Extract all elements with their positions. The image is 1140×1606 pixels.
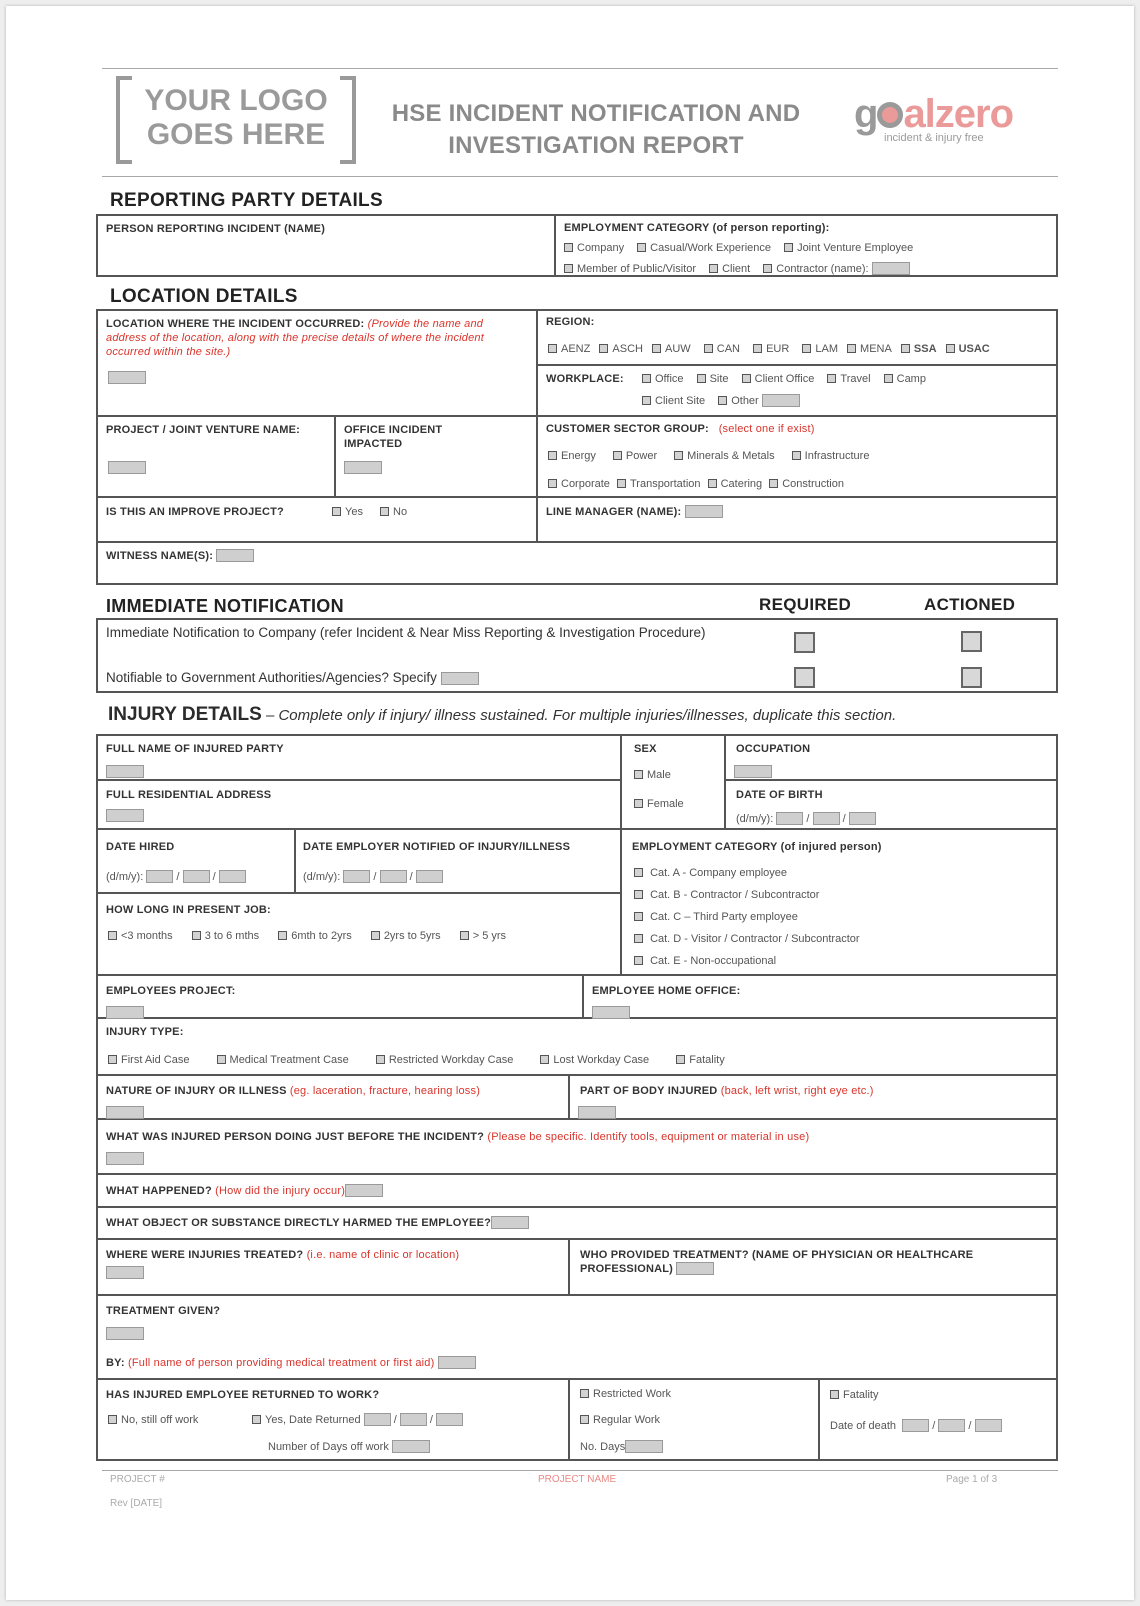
emp-cat-b[interactable]: Cat. B - Contractor / Subcontractor (634, 888, 819, 902)
workplace-row1 (642, 372, 926, 386)
sector-infrastructure[interactable]: Infrastructure (792, 450, 870, 462)
workplace-client-site[interactable]: Client Site (642, 395, 705, 407)
employees-project-label: EMPLOYEES PROJECT: (106, 985, 236, 997)
injured-emp-cat-label: EMPLOYMENT CATEGORY (of injured person) (632, 841, 882, 853)
checkbox[interactable] (676, 1055, 685, 1064)
sector-energy[interactable]: Energy (548, 450, 596, 462)
authorities-field[interactable] (441, 672, 479, 685)
divider (96, 1294, 1058, 1296)
body-part-field[interactable] (578, 1106, 616, 1119)
nature-field[interactable] (106, 1106, 144, 1119)
divider (724, 734, 726, 828)
divider (96, 1118, 1058, 1120)
occupation-field-wrap (734, 762, 772, 780)
type-medical[interactable]: Medical Treatment Case (217, 1054, 349, 1066)
sector-minerals[interactable]: Minerals & Metals (674, 450, 774, 462)
who-treated-field[interactable] (676, 1262, 714, 1275)
checkbox[interactable] (718, 396, 727, 405)
doing-hint: (Please be specific. Identify tools, equipment or material in use) (487, 1131, 810, 1143)
checkbox[interactable] (108, 931, 117, 940)
checkbox[interactable] (642, 374, 651, 383)
checkbox[interactable] (380, 507, 389, 516)
project-jv-field[interactable] (108, 461, 146, 474)
checkbox[interactable] (784, 243, 793, 252)
type-restricted[interactable]: Restricted Workday Case (376, 1054, 514, 1066)
option-company[interactable]: Company (564, 242, 624, 254)
checkbox[interactable] (634, 890, 643, 899)
region-eur[interactable]: EUR (753, 343, 789, 355)
fatality-option[interactable]: Fatality (830, 1388, 878, 1402)
returned-yes[interactable]: Yes, Date Returned / / (252, 1413, 463, 1427)
body-part-hint: (back, left wrist, right eye etc.) (720, 1085, 874, 1097)
checkbox[interactable] (540, 1055, 549, 1064)
section-title-reporting: REPORTING PARTY DETAILS (110, 190, 383, 211)
goalzero-logo-g: g (854, 92, 878, 136)
workplace-other-field[interactable] (762, 394, 800, 407)
home-office-field[interactable] (592, 1006, 630, 1019)
checkbox[interactable] (580, 1389, 589, 1398)
divider (96, 1173, 1058, 1175)
body-part-label: PART OF BODY INJURED (back, left wrist, right eye etc.) (580, 1085, 874, 1097)
improve-no[interactable]: No (380, 506, 407, 518)
dob-month[interactable] (813, 812, 840, 825)
region-usac[interactable]: USAC (946, 343, 990, 355)
footer-revision: Rev [DATE] (110, 1498, 163, 1509)
divider (96, 541, 1058, 543)
checkbox[interactable] (742, 374, 751, 383)
checkbox[interactable] (709, 264, 718, 273)
days-off-field[interactable] (392, 1440, 430, 1453)
checkbox[interactable] (763, 264, 772, 273)
region-lam[interactable]: LAM (802, 343, 838, 355)
by-label: BY: (Full name of person providing medical treatment or first aid) (106, 1356, 476, 1370)
divider (96, 1017, 1058, 1019)
checkbox[interactable] (548, 479, 557, 488)
divider (568, 1238, 570, 1294)
workplace-label: WORKPLACE: (546, 373, 624, 385)
location-hint: (Provide the name and address of the location, along with the precise details of where the incident occurred within the site.) (106, 318, 485, 358)
divider (96, 1074, 1058, 1076)
immediate-row1-text: Immediate Notification to Company (refer Incident & Near Miss Reporting & Investigation Procedure) (106, 625, 706, 640)
how-long-lt3m[interactable]: <3 months (108, 930, 173, 942)
dob-day[interactable] (776, 812, 803, 825)
employees-project-field[interactable] (106, 1006, 144, 1019)
nature-field-wrap (106, 1103, 144, 1121)
sector-hint: (select one if exist) (718, 423, 815, 435)
region-ssa[interactable]: SSA (901, 343, 937, 355)
emp-cat-row2 (564, 262, 910, 276)
treatment-field-wrap (106, 1324, 144, 1342)
notified-month[interactable] (380, 870, 407, 883)
object-label: WHAT OBJECT OR SUBSTANCE DIRECTLY HARMED THE EMPLOYEE? (106, 1216, 529, 1230)
logo-bracket-left (116, 76, 132, 164)
checkbox[interactable] (580, 1415, 589, 1424)
region-label: REGION: (546, 316, 595, 328)
death-year[interactable] (975, 1419, 1002, 1432)
logo-text-line2: GOES HERE (146, 118, 326, 151)
injured-name-field[interactable] (106, 765, 144, 778)
returned-no[interactable]: No, still off work (108, 1413, 198, 1427)
what-happened-label: WHAT HAPPENED? (How did the injury occur) (106, 1184, 383, 1198)
improve-yes[interactable]: Yes (332, 506, 363, 518)
how-long-gt5[interactable]: > 5 yrs (460, 930, 506, 942)
sector-row2 (548, 477, 844, 491)
person-reporting-label: PERSON REPORTING INCIDENT (NAME) (106, 223, 326, 235)
checkbox[interactable] (708, 479, 717, 488)
checkbox[interactable] (704, 344, 713, 353)
employees-project-field-wrap (106, 1003, 144, 1021)
doing-label: WHAT WAS INJURED PERSON DOING JUST BEFORE THE INCIDENT? (Please be specific. Identify tools, equipment or material in use) (106, 1131, 810, 1143)
checkbox[interactable] (884, 374, 893, 383)
notified-year[interactable] (416, 870, 443, 883)
location-occurred-label: LOCATION WHERE THE INCIDENT OCCURRED: (Provide the name and address of the location, along with the precise details of where the incident occurred within the site.) (106, 318, 485, 358)
line-manager-label: LINE MANAGER (NAME): (546, 505, 723, 519)
footer-rule (102, 1470, 1058, 1471)
how-long-3to6[interactable]: 3 to 6 mths (192, 930, 259, 942)
divider (96, 828, 1058, 830)
type-first-aid[interactable]: First Aid Case (108, 1054, 189, 1066)
form-title-line2: INVESTIGATION REPORT (448, 132, 744, 159)
divider (724, 779, 1058, 781)
divider (568, 1074, 570, 1118)
section-title-immediate: IMMEDIATE NOTIFICATION (106, 596, 344, 616)
checkbox[interactable] (827, 374, 836, 383)
sex-label: SEX (634, 743, 657, 755)
occupation-field[interactable] (734, 765, 772, 778)
checkbox[interactable] (946, 344, 955, 353)
location-field[interactable] (108, 371, 146, 384)
immediate-row2-text: Notifiable to Government Authorities/Agencies? Specify (106, 669, 479, 686)
section-title-injury: INJURY DETAILS – Complete only if injury/ illness sustained. For multiple injuries/illnesses, duplicate this section. (108, 704, 897, 725)
checkbox[interactable] (830, 1390, 839, 1399)
body-part-field-wrap (578, 1103, 616, 1121)
what-happened-field[interactable] (345, 1184, 383, 1197)
divider (536, 309, 538, 542)
header-bottom-rule (102, 176, 1058, 177)
type-lost-workday[interactable]: Lost Workday Case (540, 1054, 649, 1066)
divider (96, 1378, 1058, 1380)
goalzero-ball-icon (877, 102, 903, 128)
office-field-wrap (344, 458, 382, 476)
sex-female[interactable]: Female (634, 797, 684, 811)
sector-construction[interactable]: Construction (769, 478, 844, 490)
employee-home-office-label: EMPLOYEE HOME OFFICE: (592, 985, 741, 997)
improve-project-options (332, 505, 407, 519)
death-month[interactable] (938, 1419, 965, 1432)
checkbox[interactable] (753, 344, 762, 353)
checkbox[interactable] (637, 243, 646, 252)
hired-day[interactable] (146, 870, 173, 883)
footer-page: Page 1 of 3 (946, 1474, 998, 1485)
returned-month[interactable] (400, 1413, 427, 1426)
region-can[interactable]: CAN (704, 343, 740, 355)
required-checkbox-1[interactable] (794, 632, 815, 653)
checkbox[interactable] (376, 1055, 385, 1064)
notified-day[interactable] (343, 870, 370, 883)
divider (536, 364, 1058, 366)
checkbox[interactable] (564, 243, 573, 252)
actioned-checkbox-1[interactable] (961, 631, 982, 652)
divider (96, 892, 621, 894)
injury-type-label: INJURY TYPE: (106, 1026, 184, 1038)
emp-cat-row1 (564, 241, 923, 255)
checkbox[interactable] (217, 1055, 226, 1064)
workplace-row2 (642, 394, 800, 408)
address-label: FULL RESIDENTIAL ADDRESS (106, 789, 272, 801)
divider (96, 496, 1058, 498)
checkbox[interactable] (460, 931, 469, 940)
option-contractor[interactable]: Contractor (name): (763, 263, 909, 275)
project-jv-label: PROJECT / JOINT VENTURE NAME: (106, 424, 301, 436)
who-treated-label: WHO PROVIDED TREATMENT? (NAME OF PHYSICIAN OR HEALTHCARE PROFESSIONAL) (580, 1249, 974, 1275)
how-long-6mto2y[interactable]: 6mth to 2yrs (278, 930, 352, 942)
region-asch[interactable]: ASCH (599, 343, 643, 355)
logo-bracket-right (340, 76, 356, 164)
emp-cat-c[interactable]: Cat. C – Third Party employee (634, 910, 798, 924)
death-day[interactable] (902, 1419, 929, 1432)
option-client[interactable]: Client (709, 263, 750, 275)
region-auw[interactable]: AUW (652, 343, 691, 355)
injured-name-field-wrap (106, 762, 144, 780)
by-field[interactable] (438, 1356, 476, 1369)
divider (96, 1206, 1058, 1208)
divider (96, 1238, 1058, 1240)
where-treated-field[interactable] (106, 1266, 144, 1279)
actioned-checkbox-2[interactable] (961, 667, 982, 688)
sex-male[interactable]: Male (634, 768, 671, 782)
footer-project-name: PROJECT NAME (538, 1474, 617, 1485)
checkbox[interactable] (634, 934, 643, 943)
divider (96, 779, 621, 781)
required-checkbox-2[interactable] (794, 667, 815, 688)
injured-name-label: FULL NAME OF INJURED PARTY (106, 743, 284, 755)
address-field[interactable] (106, 809, 144, 822)
region-options (548, 342, 990, 356)
nature-hint: (eg. laceration, fracture, hearing loss) (289, 1085, 481, 1097)
workplace-client-office[interactable]: Client Office (742, 373, 815, 385)
checkbox[interactable] (613, 451, 622, 460)
improve-project-label: IS THIS AN IMPROVE PROJECT? (106, 506, 284, 518)
occupation-label: OCCUPATION (736, 743, 811, 755)
workplace-travel[interactable]: Travel (827, 373, 870, 385)
divider (294, 828, 296, 892)
checkbox[interactable] (599, 344, 608, 353)
doing-field[interactable] (106, 1152, 144, 1165)
where-treated-label: WHERE WERE INJURIES TREATED? (i.e. name of clinic or location) (106, 1249, 460, 1261)
home-office-field-wrap (592, 1003, 630, 1021)
emp-cat-a[interactable]: Cat. A - Company employee (634, 866, 787, 880)
section-title-location: LOCATION DETAILS (110, 286, 298, 307)
checkbox[interactable] (192, 931, 201, 940)
emp-cat-e[interactable]: Cat. E - Non-occupational (634, 954, 776, 968)
office-impacted-field[interactable] (344, 461, 382, 474)
checkbox[interactable] (652, 344, 661, 353)
date-notified-fields: (d/m/y): / / (303, 870, 443, 884)
where-treated-hint: (i.e. name of clinic or location) (306, 1249, 460, 1261)
checkbox[interactable] (548, 451, 557, 460)
header-top-rule (102, 68, 1058, 69)
happened-hint: (How did the injury occur) (215, 1185, 346, 1197)
dob-fields: (d/m/y): / / (736, 812, 876, 826)
checkbox[interactable] (108, 1415, 117, 1424)
witness-field[interactable] (216, 549, 254, 562)
checkbox[interactable] (108, 1055, 117, 1064)
hired-year[interactable] (219, 870, 246, 883)
divider (96, 415, 1058, 417)
location-field-wrap (108, 368, 146, 386)
office-impacted-label: OFFICE INCIDENT IMPACTED (344, 424, 443, 450)
col-actioned: ACTIONED (924, 595, 1016, 614)
witness-label: WITNESS NAME(S): (106, 549, 254, 563)
checkbox[interactable] (674, 451, 683, 460)
project-field-wrap (108, 458, 146, 476)
checkbox[interactable] (278, 931, 287, 940)
workplace-site[interactable]: Site (697, 373, 729, 385)
checkbox[interactable] (371, 931, 380, 940)
returned-year[interactable] (436, 1413, 463, 1426)
divider (620, 734, 622, 974)
workplace-office[interactable]: Office (642, 373, 684, 385)
option-public-visitor[interactable]: Member of Public/Visitor (564, 263, 696, 275)
dob-year[interactable] (849, 812, 876, 825)
regular-work[interactable]: Regular Work (580, 1413, 660, 1427)
treatment-field[interactable] (106, 1327, 144, 1340)
footer-project-number: PROJECT # (110, 1474, 165, 1485)
dob-label: DATE OF BIRTH (736, 789, 823, 801)
date-of-death: Date of death / / (830, 1419, 1002, 1433)
sector-label: CUSTOMER SECTOR GROUP: (select one if exist) (546, 423, 815, 435)
goalzero-logo (854, 92, 1013, 137)
checkbox[interactable] (634, 868, 643, 877)
type-fatality[interactable]: Fatality (676, 1054, 724, 1066)
sector-row1 (548, 449, 869, 463)
workplace-camp[interactable]: Camp (884, 373, 926, 385)
checkbox[interactable] (617, 479, 626, 488)
checkbox[interactable] (634, 912, 643, 921)
doing-field-wrap (106, 1149, 144, 1167)
col-required: REQUIRED (759, 595, 852, 614)
restricted-work[interactable]: Restricted Work (580, 1387, 671, 1401)
no-days: No. Days (580, 1440, 663, 1454)
hired-month[interactable] (183, 870, 210, 883)
divider (334, 415, 336, 496)
injury-type-options (108, 1053, 725, 1067)
address-field-wrap (106, 806, 144, 824)
employment-category-label: EMPLOYMENT CATEGORY (of person reporting): (564, 222, 830, 234)
goalzero-tagline: incident & injury free (884, 132, 984, 144)
divider (582, 974, 584, 1017)
sector-catering[interactable]: Catering (708, 478, 763, 490)
treatment-label: TREATMENT GIVEN? (106, 1305, 221, 1317)
checkbox[interactable] (792, 451, 801, 460)
how-long-options (108, 929, 506, 943)
checkbox[interactable] (634, 770, 643, 779)
returned-label: HAS INJURED EMPLOYEE RETURNED TO WORK? (106, 1389, 380, 1401)
checkbox[interactable] (548, 344, 557, 353)
logo-placeholder (116, 76, 356, 168)
workplace-other[interactable]: Other (718, 395, 800, 407)
divider (554, 214, 556, 277)
form-title-line1: HSE INCIDENT NOTIFICATION AND (391, 100, 801, 127)
region-mena[interactable]: MENA (847, 343, 892, 355)
option-casual[interactable]: Casual/Work Experience (637, 242, 771, 254)
checkbox[interactable] (901, 344, 910, 353)
checkbox[interactable] (634, 956, 643, 965)
days-off: Number of Days off work (268, 1440, 430, 1454)
where-treated-field-wrap (106, 1263, 144, 1281)
no-days-field[interactable] (625, 1440, 663, 1453)
region-aenz[interactable]: AENZ (548, 343, 590, 355)
how-long-2to5[interactable]: 2yrs to 5yrs (371, 930, 441, 942)
by-hint: (Full name of person providing medical treatment or first aid) (128, 1357, 435, 1369)
checkbox[interactable] (769, 479, 778, 488)
sector-corporate[interactable]: Corporate (548, 478, 610, 490)
divider (568, 1378, 570, 1461)
goalzero-logo-text: alzero (903, 92, 1014, 136)
checkbox[interactable] (847, 344, 856, 353)
sector-power[interactable]: Power (613, 450, 657, 462)
date-hired-fields: (d/m/y): / / (106, 870, 246, 884)
checkbox[interactable] (634, 799, 643, 808)
date-hired-label: DATE HIRED (106, 841, 175, 853)
divider (818, 1378, 820, 1461)
checkbox[interactable] (564, 264, 573, 273)
logo-text-line1: YOUR LOGO (144, 84, 328, 117)
checkbox[interactable] (697, 374, 706, 383)
divider (96, 974, 1058, 976)
form-title (366, 98, 826, 162)
nature-label: NATURE OF INJURY OR ILLNESS (eg. laceration, fracture, hearing loss) (106, 1085, 481, 1097)
option-jv-employee[interactable]: Joint Venture Employee (784, 242, 913, 254)
emp-cat-d[interactable]: Cat. D - Visitor / Contractor / Subcontractor (634, 932, 860, 946)
checkbox[interactable] (332, 507, 341, 516)
sector-transportation[interactable]: Transportation (617, 478, 701, 490)
checkbox[interactable] (802, 344, 811, 353)
line-manager-field[interactable] (685, 505, 723, 518)
returned-day[interactable] (364, 1413, 391, 1426)
date-notified-label: DATE EMPLOYER NOTIFIED OF INJURY/ILLNESS (303, 841, 571, 853)
object-field[interactable] (491, 1216, 529, 1229)
contractor-name-field[interactable] (872, 262, 910, 275)
how-long-label: HOW LONG IN PRESENT JOB: (106, 904, 271, 916)
checkbox[interactable] (642, 396, 651, 405)
document-page (6, 6, 1134, 1600)
checkbox[interactable] (252, 1415, 261, 1424)
